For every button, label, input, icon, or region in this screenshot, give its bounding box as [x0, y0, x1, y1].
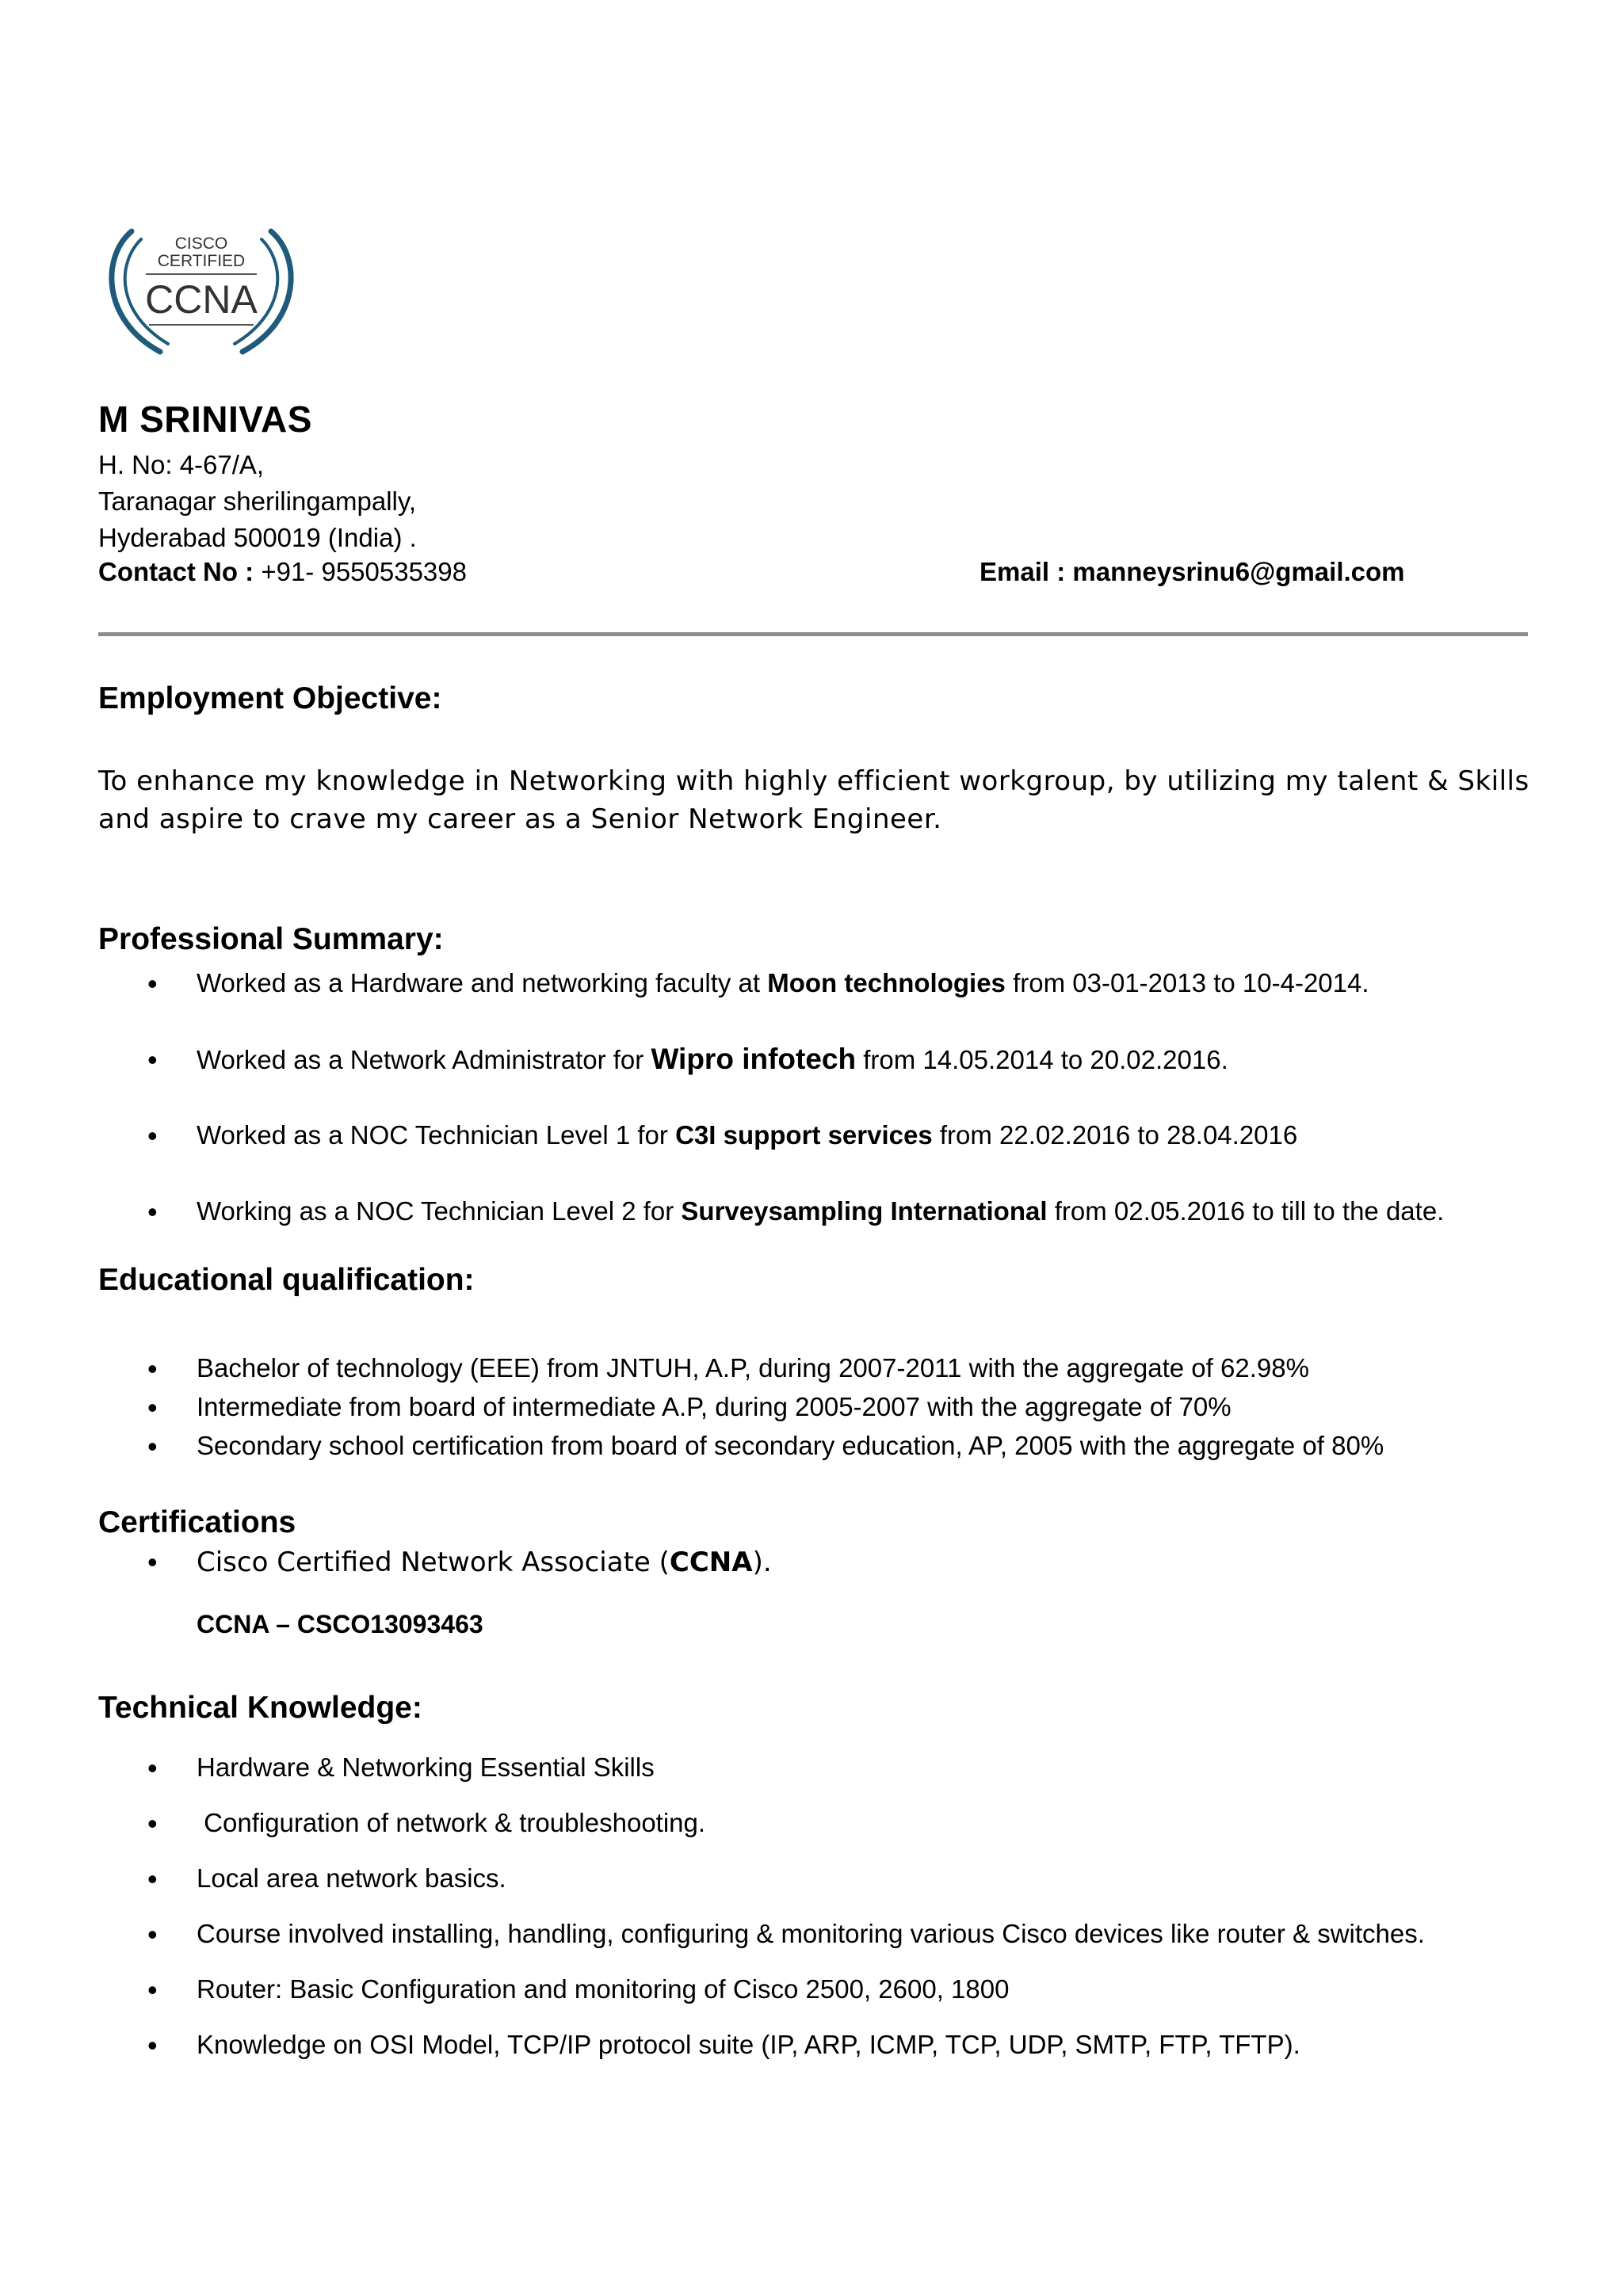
email-label: Email : — [980, 557, 1066, 586]
ccna-logo — [97, 225, 306, 360]
bullet-icon: • — [147, 1546, 158, 1578]
bullet-icon: • — [147, 1918, 158, 1951]
address-line-2: Taranagar sherilingampally, — [98, 486, 417, 516]
ccna-abbrev: CCNA — [669, 1547, 753, 1578]
candidate-name: M SRINIVAS — [98, 399, 312, 440]
list-item-text: Secondary school certification from board of secondary education, AP, 2005 with the aggregate of 80% — [197, 1431, 1384, 1460]
address-line-1: H. No: 4-67/A, — [98, 450, 265, 479]
list-item-text — [197, 968, 1369, 998]
contact-value: +91- 9550535398 — [254, 557, 467, 586]
certification-id: CCNA – CSCO13093463 — [197, 1610, 483, 1638]
list-item-text: Local area network basics. — [197, 1863, 506, 1893]
list-item-text: Knowledge on OSI Model, TCP/IP protocol suite (IP, ARP, ICMP, TCP, UDP, SMTP, FTP, TFTP). — [197, 2030, 1300, 2059]
contact-number — [98, 557, 467, 587]
email-value: manneysrinu6@gmail.com — [1065, 557, 1405, 586]
bullet-icon: • — [147, 1352, 158, 1385]
company-name: C3I support services — [675, 1120, 933, 1150]
list-item-text: Configuration of network & troubleshooting. — [197, 1808, 706, 1837]
list-item-text — [197, 1547, 772, 1578]
bullet-icon: • — [147, 1863, 158, 1895]
header-divider — [98, 632, 1528, 636]
objective-heading: Employment Objective: — [98, 681, 442, 715]
technical-heading: Technical Knowledge: — [98, 1691, 422, 1725]
list-item-text: Intermediate from board of intermediate A.P, during 2005-2007 with the aggregate of 70% — [197, 1392, 1232, 1421]
list-item-text: Bachelor of technology (EEE) from JNTUH, A.P, during 2007-2011 with the aggregate of 62.98% — [197, 1353, 1309, 1383]
text-span: Working as a NOC Technician Level 2 for — [197, 1196, 682, 1226]
logo-line3: CCNA — [145, 277, 258, 322]
company-name: Moon technologies — [767, 968, 1006, 997]
list-item-text: Course involved installing, handling, configuring & monitoring various Cisco devices like router & switches. — [197, 1919, 1425, 1948]
contact-label: Contact No : — [98, 557, 254, 586]
text-span: from 03-01-2013 to 10-4-2014. — [1005, 968, 1369, 997]
text-span: from 22.02.2016 to 28.04.2016 — [932, 1120, 1298, 1150]
bullet-icon: • — [147, 1391, 158, 1424]
logo-line2: CERTIFIED — [157, 252, 246, 270]
text-span: Worked as a Network Administrator for — [197, 1045, 651, 1074]
bullet-icon: • — [147, 1752, 158, 1784]
list-item-text — [197, 1196, 1444, 1226]
text-span: Worked as a NOC Technician Level 1 for — [197, 1120, 676, 1150]
text-span: from 14.05.2014 to 20.02.2016. — [856, 1045, 1228, 1074]
text-span: Worked as a Hardware and networking faculty at — [197, 968, 768, 997]
objective-text: To enhance my knowledge in Networking with highly efficient workgroup, by utilizing my talent & Skills and aspire to crave my career as a Senior Network Engineer. — [98, 765, 1529, 835]
text-span: Cisco Certified Network Associate ( — [197, 1547, 670, 1578]
certifications-heading: Certifications — [98, 1505, 296, 1539]
logo-line1: CISCO — [174, 235, 228, 253]
list-item-text — [197, 1120, 1297, 1150]
company-name: Wipro infotech — [651, 1043, 857, 1075]
list-item-text — [197, 1043, 1228, 1076]
ccna-badge-icon — [97, 225, 306, 360]
bullet-icon: • — [147, 1043, 158, 1076]
address-line-3: Hyderabad 500019 (India) . — [98, 523, 417, 552]
bullet-icon: • — [147, 1119, 158, 1152]
company-name: Surveysampling International — [681, 1196, 1048, 1226]
text-span: from 02.05.2016 to till to the date. — [1047, 1196, 1445, 1226]
list-item-text: Hardware & Networking Essential Skills — [197, 1753, 655, 1782]
summary-heading: Professional Summary: — [98, 922, 444, 956]
list-item-text: Router: Basic Configuration and monitoring of Cisco 2500, 2600, 1800 — [197, 1974, 1010, 2004]
bullet-icon: • — [147, 1430, 158, 1463]
bullet-icon: • — [147, 1807, 158, 1840]
education-heading: Educational qualification: — [98, 1263, 475, 1297]
bullet-icon: • — [147, 1974, 158, 2006]
bullet-icon: • — [147, 1196, 158, 1228]
email — [980, 557, 1405, 587]
text-span: ). — [752, 1547, 772, 1578]
bullet-icon: • — [147, 967, 158, 1000]
bullet-icon: • — [147, 2029, 158, 2061]
